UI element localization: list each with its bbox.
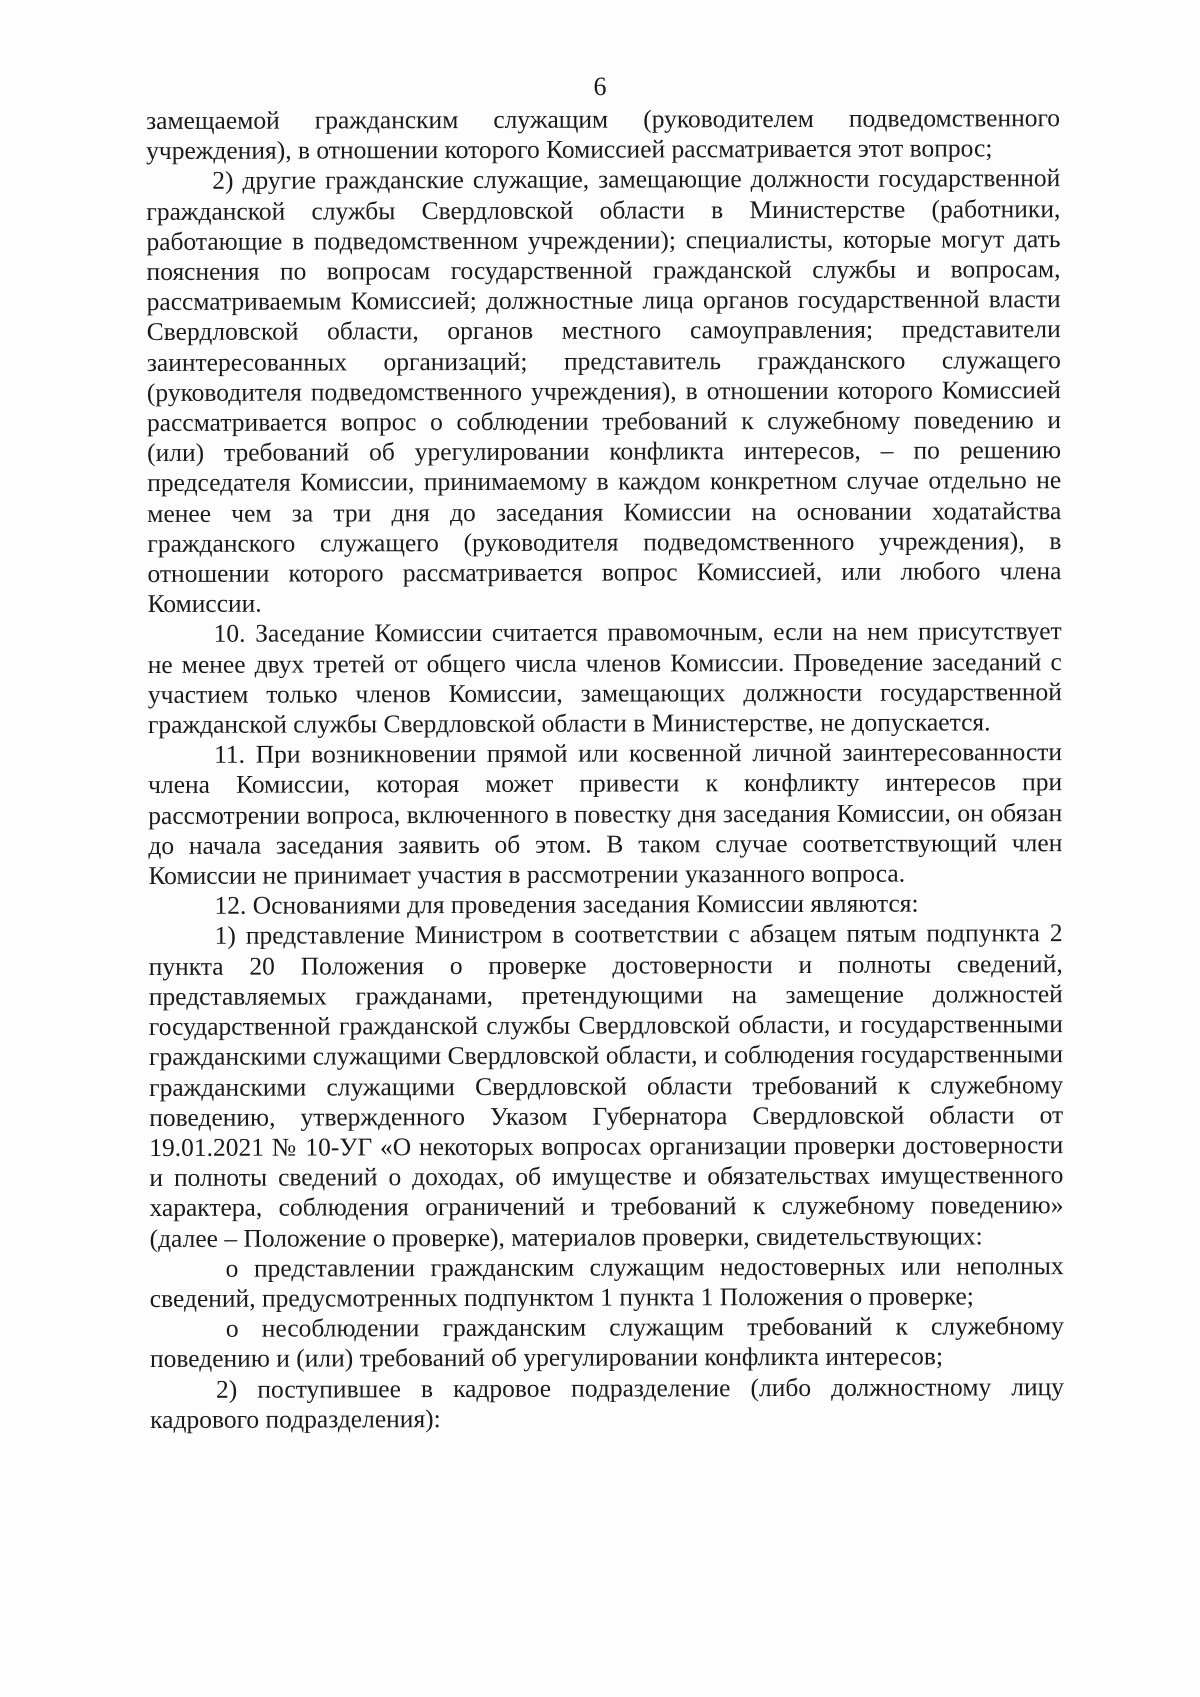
page-number: 6 xyxy=(593,72,607,101)
paragraph-10-quorum: 10. Заседание Комиссии считается правомочным, если на нем присутствует не менее двух третей от общего числа членов Комиссии. Проведение заседаний с участием только членов Комиссии, замещающих должности государственной гражданской службы Свердловской области в Министерстве, не допускается. xyxy=(147,616,1062,740)
paragraph-12-subitem-1-a: о представлении гражданским служащим недостоверных или неполных сведений, предусмотренных подпунктом 1 пункта 1 Положения о проверке; xyxy=(149,1250,1064,1313)
paragraph-continuation: замещаемой гражданским служащим (руководителем подведомственного учреждения), в отношении которого Комиссией рассматривается этот вопрос; xyxy=(146,103,1061,166)
paragraph-12-subitem-1-b: о несоблюдении гражданским служащим требований к служебному поведению и (или) требований об урегулировании конфликта интересов; xyxy=(149,1311,1064,1374)
paragraph-item-2-participants: 2) другие гражданские служащие, замещающие должности государственной гражданской службы Свердловской области в Министерстве (работники, работающие в подведомственном учреждении); специалисты, которые могут дать пояснения по вопросам государственной гражданской службы и вопросам, рассматриваемым Комиссией; должностные лица органов государственной власти Свердловской области, органов местного самоуправления; представители заинтересованных организаций; представитель гражданского служащего (руководителя подведомственного учреждения), в отношении которого Комиссией рассматривается вопрос о соблюдении требований к служебному поведению и (или) требований об урегулировании конфликта интересов, – по решению председателя Комиссии, принимаемому в каждом конкретном случае отдельно не менее чем за три дня до заседания Комиссии на основании ходатайства гражданского служащего (руководителя подведомственного учреждения), в отношении которого рассматривается вопрос Комиссией, или любого члена Комиссии. xyxy=(146,163,1062,619)
paragraph-12-subitem-2: 2) поступившее в кадровое подразделение (либо должностному лицу кадрового подразделения): xyxy=(150,1371,1065,1434)
paragraph-12-grounds: 12. Основаниями для проведения заседания Комиссии являются: xyxy=(214,888,919,921)
paragraph-11-conflict-of-interest: 11. При возникновении прямой или косвенной личной заинтересованности члена Комиссии, которая может привести к конфликту интересов при рассмотрении вопроса, включенного в повестку дня заседания Комиссии, он обязан до начала заседания заявить об этом. В таком случае соответствующий член Комиссии не принимает участия в рассмотрении указанного вопроса. xyxy=(148,737,1063,891)
document-body xyxy=(146,103,1064,1435)
paragraph-12-subitem-1: 1) представление Министром в соответствии с абзацем пятым подпункта 2 пункта 20 Положения о проверке достоверности и полноты сведений, представляемых гражданами, претендующими на замещение должностей государственной гражданской службы Свердловской области, и государственными гражданскими служащими Свердловской области, и соблюдения государственными гражданскими служащими Свердловской области требований к служебному поведению, утвержденного Указом Губернатора Свердловской области от 19.01.2021 № 10-УГ «О некоторых вопросах организации проверки достоверности и полноты сведений о доходах, об имуществе и обязательствах имущественного характера, соблюдения ограничений и требований к служебному поведению» (далее – Положение о проверке), материалов проверки, свидетельствующих: xyxy=(148,918,1064,1253)
